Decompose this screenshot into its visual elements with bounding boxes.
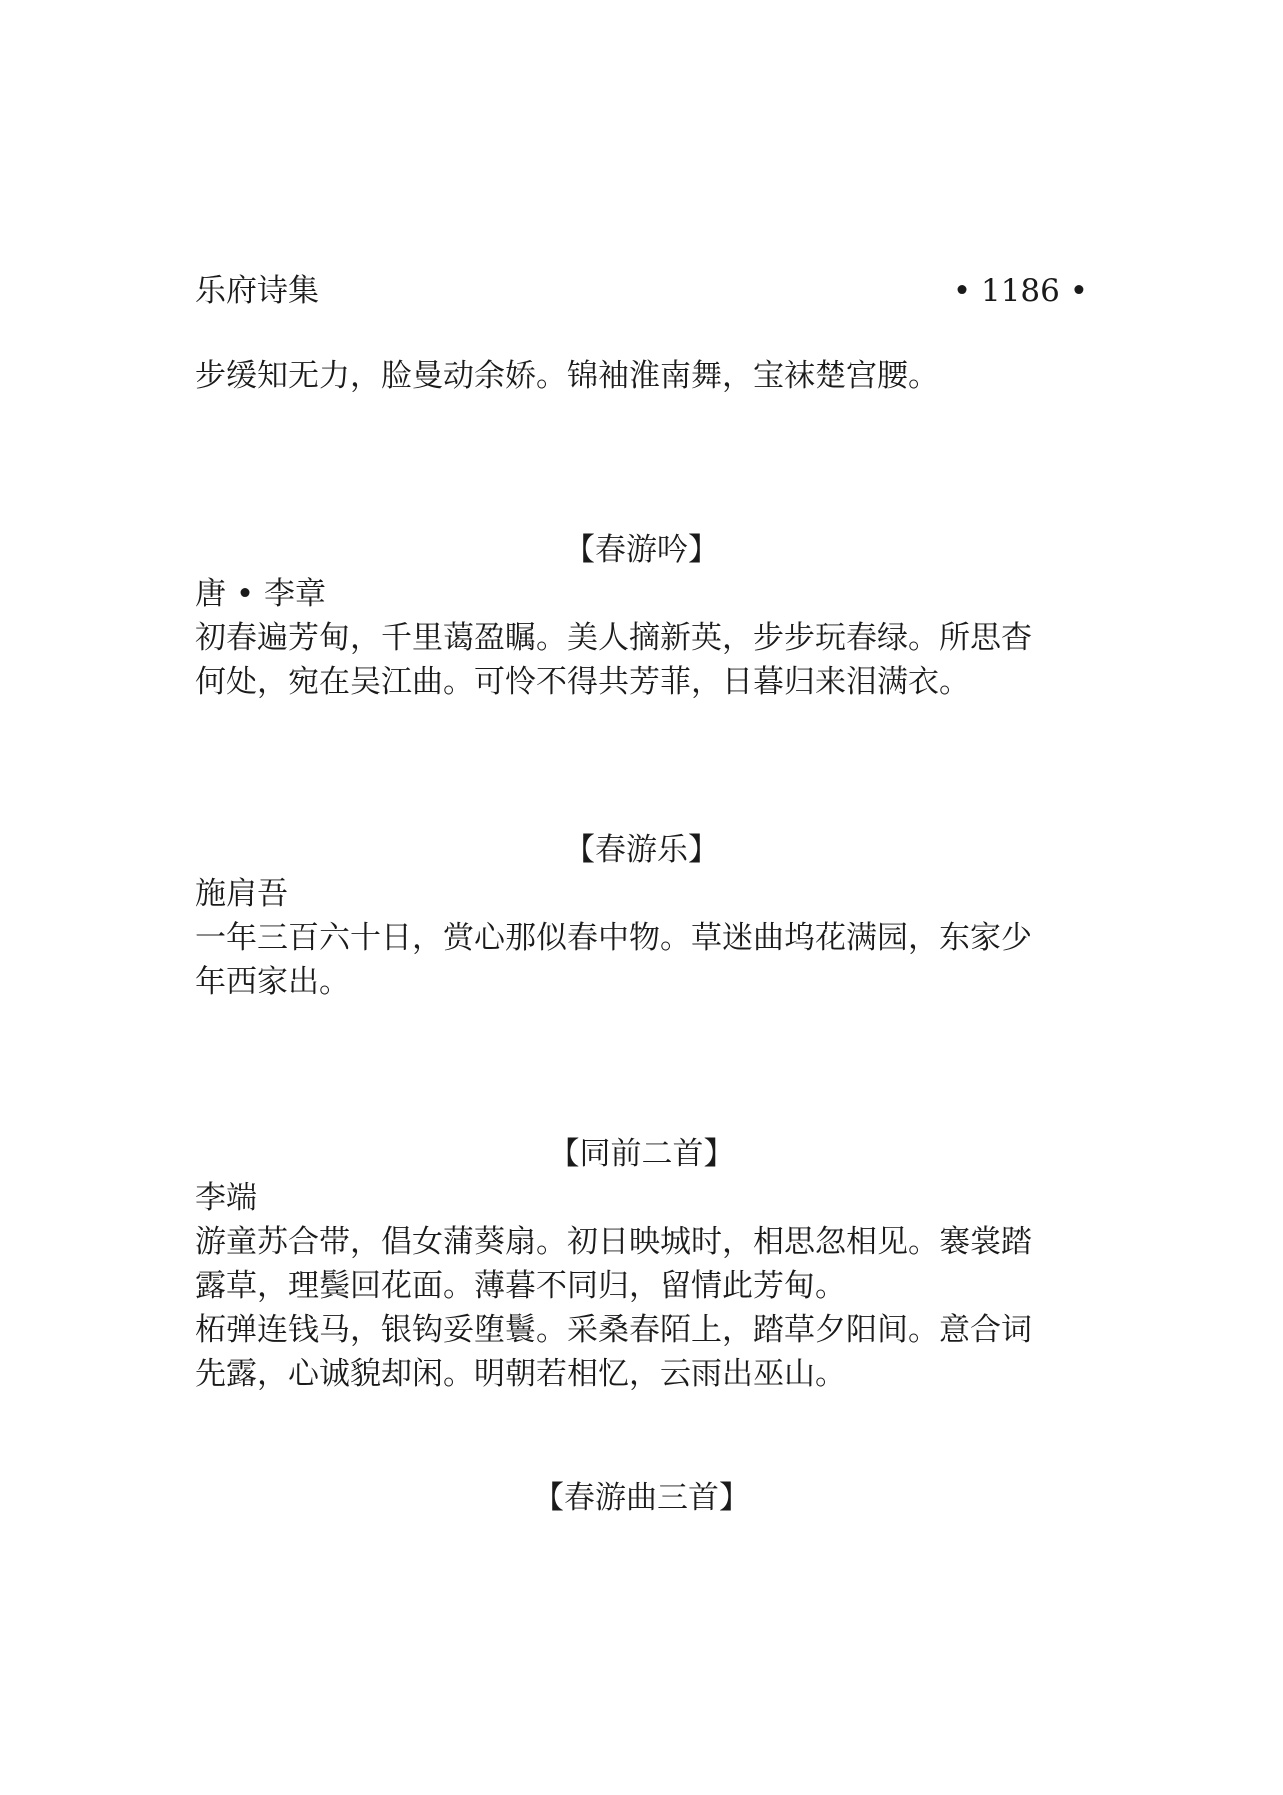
poem-line: 游童苏合带，倡女蒲葵扇。初日映城时，相思忽相见。褰裳踏 (195, 1224, 1032, 1260)
page-header (195, 268, 1088, 314)
poem-author: 唐 • 李章 (195, 576, 326, 612)
poem-title: 【春游吟】 (564, 532, 719, 568)
poem-line: 初春遍芳甸，千里蔼盈瞩。美人摘新英，步步玩春绿。所思杳 (195, 620, 1032, 656)
poem-line: 一年三百六十日，赏心那似春中物。草迷曲坞花满园，东家少 (195, 920, 1032, 956)
poem-title: 【春游乐】 (564, 832, 719, 868)
poem-line: 先露，心诚貌却闲。明朝若相忆，云雨出巫山。 (195, 1356, 846, 1392)
poem-title: 【同前二首】 (548, 1136, 735, 1172)
poem-title: 【春游曲三首】 (533, 1480, 750, 1516)
document-page (195, 0, 1088, 1795)
page-number: • 1186 • (952, 273, 1088, 309)
poem-line: 何处，宛在吴江曲。可怜不得共芳菲，日暮归来泪满衣。 (195, 664, 970, 700)
poem-line: 年西家出。 (195, 964, 350, 1000)
poem-line: 柘弹连钱马，银钩妥堕鬟。采桑春陌上，踏草夕阳间。意合词 (195, 1312, 1032, 1348)
book-title: 乐府诗集 (195, 273, 319, 309)
poem-continuation-line: 步缓知无力，脸曼动余娇。锦袖淮南舞，宝袜楚宫腰。 (195, 358, 939, 394)
poem-line: 露草，理鬓回花面。薄暮不同归，留情此芳甸。 (195, 1268, 846, 1304)
poem-author: 李端 (195, 1180, 257, 1216)
poem-author: 施肩吾 (195, 876, 288, 912)
